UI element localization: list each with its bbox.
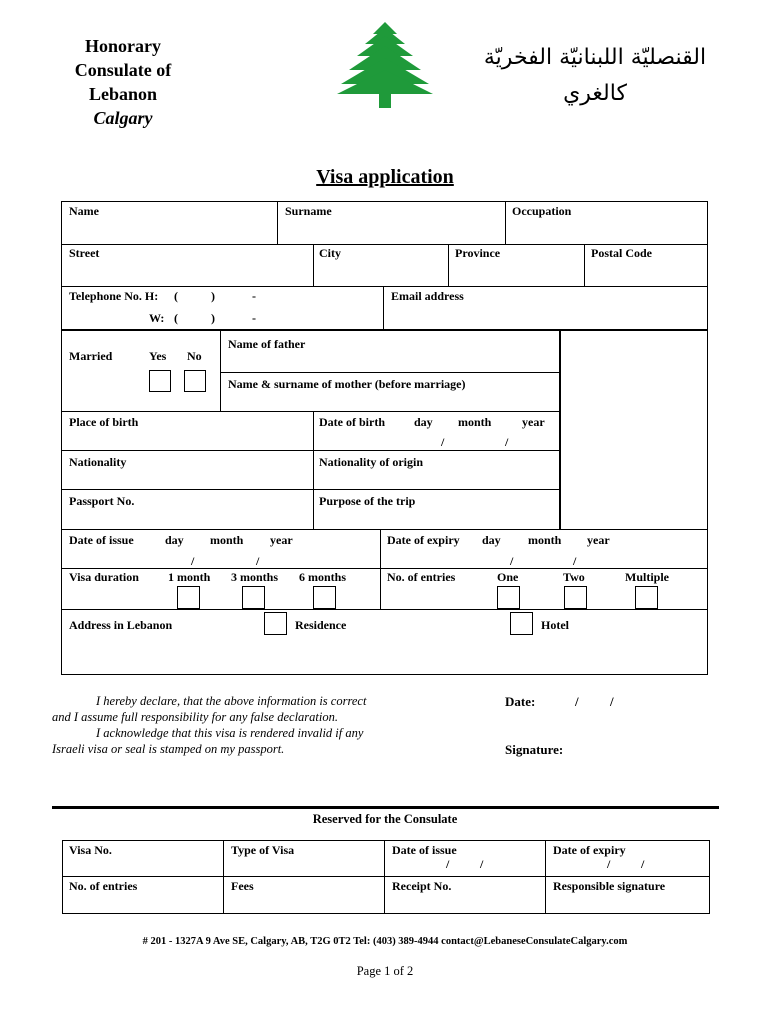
residence-checkbox[interactable]: [264, 612, 287, 635]
reserved-title: Reserved for the Consulate: [312, 812, 458, 826]
purpose-of-trip-field[interactable]: [315, 509, 558, 528]
entries-multiple-label: Multiple: [625, 570, 669, 584]
consulate-name-english: [48, 34, 198, 130]
name-field[interactable]: [62, 220, 276, 243]
street-field[interactable]: [62, 262, 312, 285]
paren-close: ): [211, 289, 215, 303]
reserved-responsible-signature: Responsible signature: [553, 879, 666, 893]
expiry-year-label: year: [587, 533, 610, 547]
dob-day-label: day: [414, 415, 433, 429]
date-slash: /: [575, 694, 579, 709]
surname-label: Surname: [285, 204, 332, 218]
father-name-field[interactable]: [222, 352, 558, 371]
consulate-line-2: Consulate of: [74, 60, 172, 80]
reserved-type-of-visa: Type of Visa: [231, 843, 295, 857]
telephone-home-label: Telephone No. H:: [69, 289, 159, 303]
married-yes-checkbox[interactable]: [149, 370, 171, 392]
reserved-no-of-entries: No. of entries: [69, 879, 138, 893]
declaration-text: [52, 693, 492, 757]
reserved-issue-slash: /: [480, 857, 484, 871]
province-label: Province: [455, 246, 501, 260]
surname-field[interactable]: [279, 220, 504, 243]
date-label: Date:: [505, 694, 536, 709]
duration-6-months-checkbox[interactable]: [313, 586, 336, 609]
reserved-divider: [52, 806, 719, 809]
issue-slash: /: [191, 554, 195, 568]
postal-code-field[interactable]: [586, 262, 705, 285]
declaration-line-2: and I assume full responsibility for any false declaration.: [52, 710, 338, 724]
telephone-work-label: W:: [149, 311, 165, 325]
place-of-birth-label: Place of birth: [69, 415, 139, 429]
nationality-field[interactable]: [62, 470, 312, 488]
paren-open: (: [174, 289, 178, 303]
dob-year-label: year: [522, 415, 545, 429]
no-of-entries-label: No. of entries: [387, 570, 456, 584]
entries-one-label: One: [497, 570, 519, 584]
paren-close: ): [211, 311, 215, 325]
issue-day-label: day: [165, 533, 184, 547]
nationality-origin-field[interactable]: [315, 470, 558, 488]
date-of-issue-field[interactable]: [150, 548, 375, 567]
dob-slash: /: [505, 435, 509, 449]
telephone-field[interactable]: [180, 288, 380, 326]
date-of-birth-field[interactable]: [400, 431, 556, 449]
issue-slash: /: [256, 554, 260, 568]
footer-contact: # 201 - 1327A 9 Ave SE, Calgary, AB, T2G 0T2 Tel: (403) 389-4944 contact@LebaneseConsulateCalgary.com: [142, 936, 628, 947]
married-no-label: No: [187, 349, 202, 363]
issue-year-label: year: [270, 533, 293, 547]
dob-month-label: month: [458, 415, 492, 429]
declaration-date-field[interactable]: [545, 690, 685, 710]
visa-duration-label: Visa duration: [69, 570, 139, 584]
name-label: Name: [69, 204, 99, 218]
lebanese-cedar-icon: [335, 20, 435, 110]
duration-3-months-label: 3 months: [231, 570, 279, 584]
date-of-birth-label: Date of birth: [319, 415, 385, 429]
paren-open: (: [174, 311, 178, 325]
street-label: Street: [69, 246, 100, 260]
residence-label: Residence: [295, 618, 347, 632]
reserved-date-of-expiry: Date of expiry: [553, 843, 626, 857]
email-label: Email address: [391, 289, 464, 303]
consulate-line-3: Lebanon: [88, 84, 158, 104]
reserved-expiry-slash: /: [641, 857, 645, 871]
form-title: Visa application: [316, 166, 454, 188]
dob-slash: /: [441, 435, 445, 449]
photo-area: [562, 332, 705, 528]
passport-no-label: Passport No.: [69, 494, 135, 508]
entries-multiple-checkbox[interactable]: [635, 586, 658, 609]
declaration-line-3: I acknowledge that this visa is rendered invalid if any: [96, 726, 364, 740]
reserved-receipt-no: Receipt No.: [392, 879, 452, 893]
nationality-origin-label: Nationality of origin: [319, 455, 423, 469]
date-slash: /: [610, 694, 614, 709]
province-field[interactable]: [450, 262, 583, 285]
entries-two-checkbox[interactable]: [564, 586, 587, 609]
date-of-expiry-label: Date of expiry: [387, 533, 460, 547]
entries-two-label: Two: [563, 570, 585, 584]
expiry-slash: /: [510, 554, 514, 568]
occupation-field[interactable]: [507, 220, 705, 243]
entries-one-checkbox[interactable]: [497, 586, 520, 609]
duration-1-month-label: 1 month: [168, 570, 211, 584]
purpose-of-trip-label: Purpose of the trip: [319, 494, 416, 508]
duration-6-months-label: 6 months: [299, 570, 347, 584]
father-name-label: Name of father: [228, 337, 306, 351]
married-label: Married: [69, 349, 113, 363]
mother-name-label: Name & surname of mother (before marriage): [228, 377, 466, 391]
consulate-city: Calgary: [93, 108, 153, 128]
declaration-line-4: Israeli visa or seal is stamped on my passport.: [52, 742, 285, 756]
consulate-arabic-line: القنصليّة اللبنانيّة الفخريّة: [483, 45, 707, 70]
declaration-line-1: I hereby declare, that the above information is correct: [96, 694, 367, 708]
duration-1-month-checkbox[interactable]: [177, 586, 200, 609]
nationality-label: Nationality: [69, 455, 127, 469]
reserved-date-of-issue: Date of issue: [392, 843, 457, 857]
consulate-name-arabic: [470, 40, 720, 112]
hotel-checkbox[interactable]: [510, 612, 533, 635]
issue-month-label: month: [210, 533, 244, 547]
postal-code-label: Postal Code: [591, 246, 652, 260]
married-yes-label: Yes: [149, 349, 167, 363]
reserved-issue-slash: /: [446, 857, 450, 871]
mother-name-field[interactable]: [222, 392, 558, 410]
passport-no-field[interactable]: [62, 509, 312, 528]
hotel-label: Hotel: [541, 618, 569, 632]
city-field[interactable]: [315, 262, 447, 285]
place-of-birth-field[interactable]: [62, 430, 312, 449]
reserved-expiry-slash: /: [607, 857, 611, 871]
occupation-label: Occupation: [512, 204, 572, 218]
signature-label: Signature:: [505, 742, 564, 757]
address-in-lebanon-field[interactable]: [62, 636, 705, 672]
address-in-lebanon-label: Address in Lebanon: [69, 618, 173, 632]
phone-dash: -: [252, 289, 256, 303]
expiry-day-label: day: [482, 533, 501, 547]
married-no-checkbox[interactable]: [184, 370, 206, 392]
page-number: Page 1 of 2: [356, 964, 414, 978]
signature-field[interactable]: [575, 738, 710, 760]
expiry-slash: /: [573, 554, 577, 568]
duration-3-months-checkbox[interactable]: [242, 586, 265, 609]
expiry-month-label: month: [528, 533, 562, 547]
email-field[interactable]: [386, 305, 704, 327]
city-label: City: [319, 246, 341, 260]
phone-dash: -: [252, 311, 256, 325]
reserved-fees: Fees: [231, 879, 254, 893]
reserved-visa-no: Visa No.: [69, 843, 112, 857]
consulate-arabic-city: كالغري: [563, 81, 627, 106]
date-of-expiry-field[interactable]: [470, 548, 704, 567]
date-of-issue-label: Date of issue: [69, 533, 134, 547]
consulate-line-1: Honorary: [85, 36, 161, 56]
